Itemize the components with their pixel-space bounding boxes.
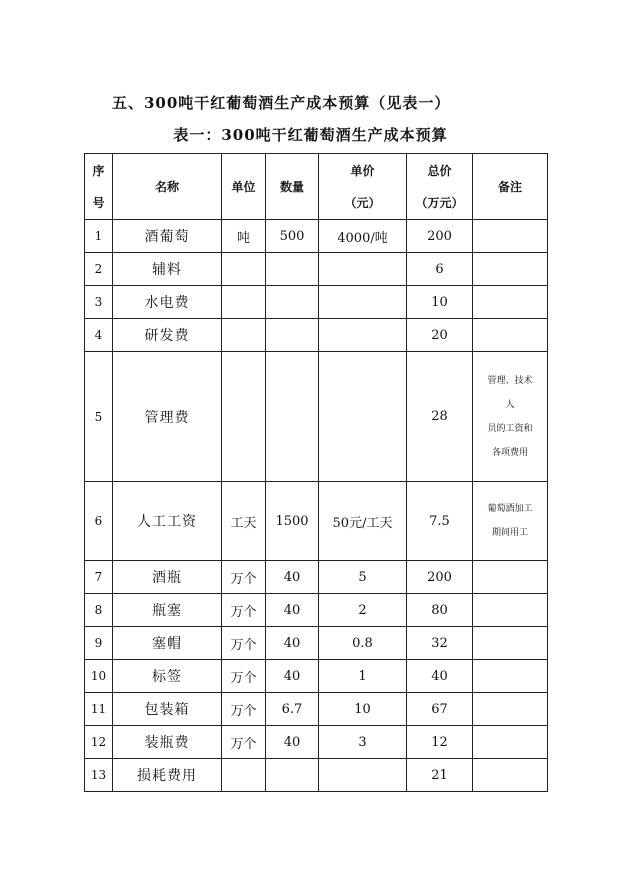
header-seq	[85, 154, 113, 220]
header-seq-line1: 序	[92, 163, 105, 178]
header-total-line1: 总价	[427, 163, 452, 178]
unit-cell: 万个	[222, 660, 266, 693]
price-cell	[319, 253, 407, 286]
qty-cell: 500	[266, 220, 319, 253]
table-caption: 表一：300吨干红葡萄酒生产成本预算	[173, 126, 448, 144]
name-cell: 酒瓶	[113, 561, 222, 594]
seq-cell: 2	[85, 253, 113, 286]
unit-cell	[222, 352, 266, 482]
name-cell: 标签	[113, 660, 222, 693]
header-price	[319, 154, 407, 220]
seq-cell: 1	[85, 220, 113, 253]
note-cell	[473, 660, 548, 693]
table-row	[85, 726, 548, 759]
note-cell	[473, 220, 548, 253]
name-cell: 人工工资	[113, 482, 222, 561]
table-row	[85, 660, 548, 693]
note-line: 葡萄酒加工	[487, 504, 533, 514]
header-price-line1: 单价	[350, 163, 375, 178]
header-qty: 数量	[266, 154, 319, 220]
total-cell: 20	[407, 319, 473, 352]
table-row	[85, 759, 548, 792]
note-line: 人	[505, 399, 515, 410]
unit-cell	[222, 319, 266, 352]
price-cell	[319, 352, 407, 482]
total-cell: 10	[407, 286, 473, 319]
table-row	[85, 594, 548, 627]
total-cell: 21	[407, 759, 473, 792]
table-row	[85, 627, 548, 660]
table-row	[85, 319, 548, 352]
table-row	[85, 286, 548, 319]
note-cell	[473, 319, 548, 352]
note-line: 期间用工	[491, 528, 528, 538]
table-row	[85, 253, 548, 286]
table-row	[85, 561, 548, 594]
header-unit: 单位	[222, 154, 266, 220]
note-cell	[473, 693, 548, 726]
note-line: 各项费用	[491, 447, 528, 458]
name-cell: 水电费	[113, 286, 222, 319]
table-row	[85, 220, 548, 253]
table-row	[85, 693, 548, 726]
price-cell: 5	[319, 561, 407, 594]
note-cell	[473, 627, 548, 660]
seq-cell: 7	[85, 561, 113, 594]
note-cell	[473, 286, 548, 319]
note-line: 管理、技术	[487, 375, 533, 386]
table-header-row	[85, 154, 548, 220]
qty-cell: 40	[266, 594, 319, 627]
price-cell	[319, 319, 407, 352]
qty-cell	[266, 286, 319, 319]
price-cell: 4000/吨	[319, 220, 407, 253]
unit-cell: 万个	[222, 726, 266, 759]
table-row	[85, 352, 548, 482]
name-cell: 酒葡萄	[113, 220, 222, 253]
unit-cell: 工天	[222, 482, 266, 561]
name-cell: 损耗费用	[113, 759, 222, 792]
note-cell	[473, 594, 548, 627]
header-name: 名称	[113, 154, 222, 220]
price-cell: 2	[319, 594, 407, 627]
header-seq-line2: 号	[92, 195, 105, 210]
unit-cell	[222, 286, 266, 319]
qty-cell: 40	[266, 726, 319, 759]
total-cell: 80	[407, 594, 473, 627]
header-note: 备注	[473, 154, 548, 220]
seq-cell: 12	[85, 726, 113, 759]
cost-budget-table	[84, 153, 548, 792]
price-cell: 0.8	[319, 627, 407, 660]
seq-cell: 10	[85, 660, 113, 693]
qty-cell	[266, 759, 319, 792]
price-cell: 10	[319, 693, 407, 726]
note-cell	[473, 253, 548, 286]
price-cell: 3	[319, 726, 407, 759]
seq-cell: 9	[85, 627, 113, 660]
note-cell	[473, 759, 548, 792]
qty-cell: 1500	[266, 482, 319, 561]
qty-cell: 40	[266, 627, 319, 660]
seq-cell: 13	[85, 759, 113, 792]
table-row	[85, 482, 548, 561]
total-cell: 67	[407, 693, 473, 726]
note-cell	[473, 352, 548, 482]
name-cell: 辅料	[113, 253, 222, 286]
header-total	[407, 154, 473, 220]
price-cell	[319, 286, 407, 319]
price-cell: 1	[319, 660, 407, 693]
header-price-line2: （元）	[344, 195, 381, 210]
name-cell: 塞帽	[113, 627, 222, 660]
unit-cell: 万个	[222, 693, 266, 726]
name-cell: 装瓶费	[113, 726, 222, 759]
qty-cell	[266, 253, 319, 286]
qty-cell: 6.7	[266, 693, 319, 726]
note-cell	[473, 726, 548, 759]
unit-cell	[222, 759, 266, 792]
total-cell: 40	[407, 660, 473, 693]
unit-cell: 吨	[222, 220, 266, 253]
total-cell: 7.5	[407, 482, 473, 561]
total-cell: 28	[407, 352, 473, 482]
total-cell: 200	[407, 220, 473, 253]
seq-cell: 5	[85, 352, 113, 482]
section-heading: 五、300吨干红葡萄酒生产成本预算（见表一）	[112, 94, 451, 112]
note-line: 员的工资和	[487, 423, 533, 434]
qty-cell: 40	[266, 561, 319, 594]
seq-cell: 8	[85, 594, 113, 627]
name-cell: 包装箱	[113, 693, 222, 726]
qty-cell	[266, 319, 319, 352]
seq-cell: 4	[85, 319, 113, 352]
note-cell	[473, 482, 548, 561]
total-cell: 6	[407, 253, 473, 286]
unit-cell: 万个	[222, 627, 266, 660]
unit-cell: 万个	[222, 594, 266, 627]
price-cell: 50元/工天	[319, 482, 407, 561]
name-cell: 瓶塞	[113, 594, 222, 627]
unit-cell	[222, 253, 266, 286]
header-total-line2: （万元）	[415, 195, 464, 210]
total-cell: 12	[407, 726, 473, 759]
seq-cell: 3	[85, 286, 113, 319]
total-cell: 200	[407, 561, 473, 594]
unit-cell: 万个	[222, 561, 266, 594]
qty-cell	[266, 352, 319, 482]
seq-cell: 11	[85, 693, 113, 726]
table-body	[85, 220, 548, 792]
qty-cell: 40	[266, 660, 319, 693]
note-cell	[473, 561, 548, 594]
seq-cell: 6	[85, 482, 113, 561]
price-cell	[319, 759, 407, 792]
total-cell: 32	[407, 627, 473, 660]
name-cell: 管理费	[113, 352, 222, 482]
name-cell: 研发费	[113, 319, 222, 352]
